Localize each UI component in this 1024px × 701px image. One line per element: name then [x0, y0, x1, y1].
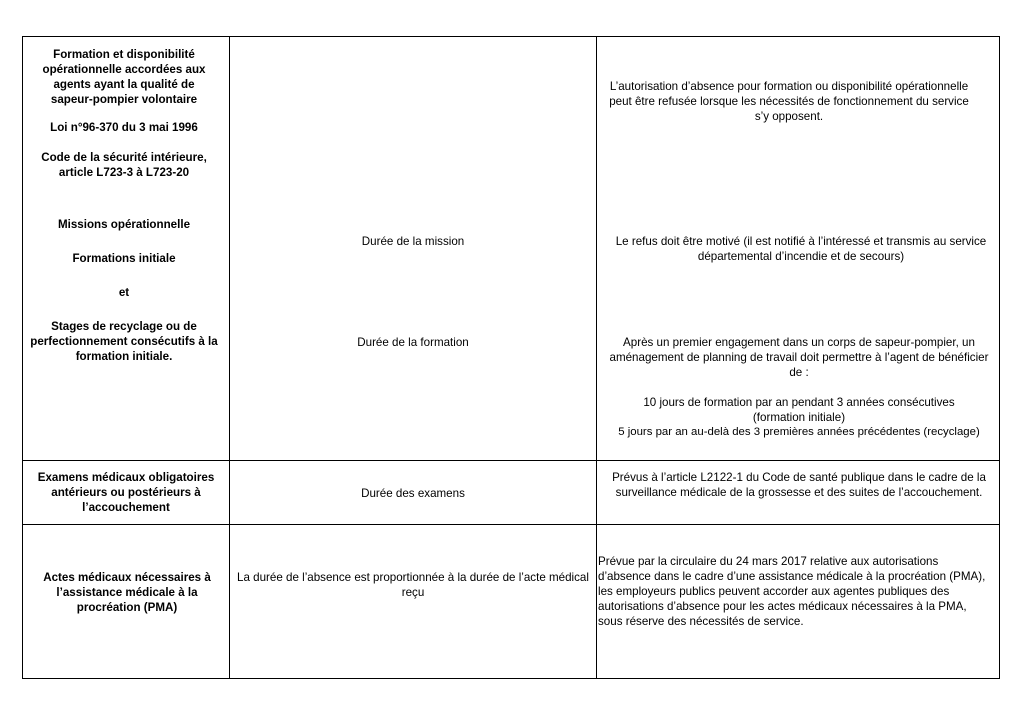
recyclage-line: 5 jours par an au-delà des 3 premières années précédentes (recyclage) [618, 426, 980, 438]
stages-label: Stages de recyclage ou de perfectionnement consécutifs à la formation initiale. [30, 320, 218, 363]
pma-duration: La durée de l’absence est proportionnée à la durée de l’acte médical reçu [237, 571, 589, 599]
sapeur-pompier-title: Formation et disponibilité opérationnelle accordées aux agents ayant la qualité de sapeur-pompier volontaire [42, 48, 206, 106]
pma-label: Actes médicaux nécessaires à l’assistance médicale à la procréation (PMA) [43, 571, 211, 614]
missions-label: Missions opérationnelle [57, 218, 191, 231]
pma-note: Prévue par la circulaire du 24 mars 2017 relative aux autorisations d’absence dans le cadre d’une assistance médicale à la procréation (PMA), les employeurs publics peuvent accorder aux agentes publiques des autorisations d’absence pour les actes médicaux nécessaires à la PMA, sous réserve des nécessités de service. [598, 555, 986, 628]
row1-col1 [27, 47, 221, 364]
row-divider [23, 524, 999, 525]
formation-duration: Durée de la formation [357, 336, 469, 349]
exams-note: Prévus à l’article L2122-1 du Code de santé publique dans le cadre de la surveillance médicale de la grossesse et des suites de l’accouchement. [612, 471, 986, 499]
column-divider [229, 37, 230, 678]
et-label: et [118, 286, 130, 299]
motivation-note: Le refus doit être motivé (il est notifié à l’intéressé et transmis au service départemental d’incendie et de secours) [615, 235, 987, 263]
refusal-note: L’autorisation d’absence pour formation ou disponibilité opérationnelle peut être refusée lorsque les nécessités de fonctionnement du service s’y opposent. [609, 80, 969, 123]
exams-duration: Durée des examens [361, 487, 465, 500]
code-reference: Code de la sécurité intérieure, article L723-3 à L723-20 [41, 151, 207, 179]
exams-label: Examens médicaux obligatoires antérieurs ou postérieurs à l’accouchement [37, 471, 215, 514]
regulation-table [22, 36, 1000, 679]
formation-initiale-line: 10 jours de formation par an pendant 3 années consécutives (formation initiale) [643, 396, 955, 424]
row-divider [23, 460, 999, 461]
mission-duration: Durée de la mission [361, 235, 465, 248]
formations-label: Formations initiale [72, 252, 176, 265]
law-reference: Loi n°96-370 du 3 mai 1996 [50, 121, 198, 134]
planning-note: Après un premier engagement dans un corps de sapeur-pompier, un aménagement de planning de travail doit permettre à l’agent de bénéficier de : 10 jours de formation par an pendant 3 années consécutives (formation initiale) 5 jours par an au-delà des 3 premières années précédentes (recyclage) [597, 335, 1001, 440]
